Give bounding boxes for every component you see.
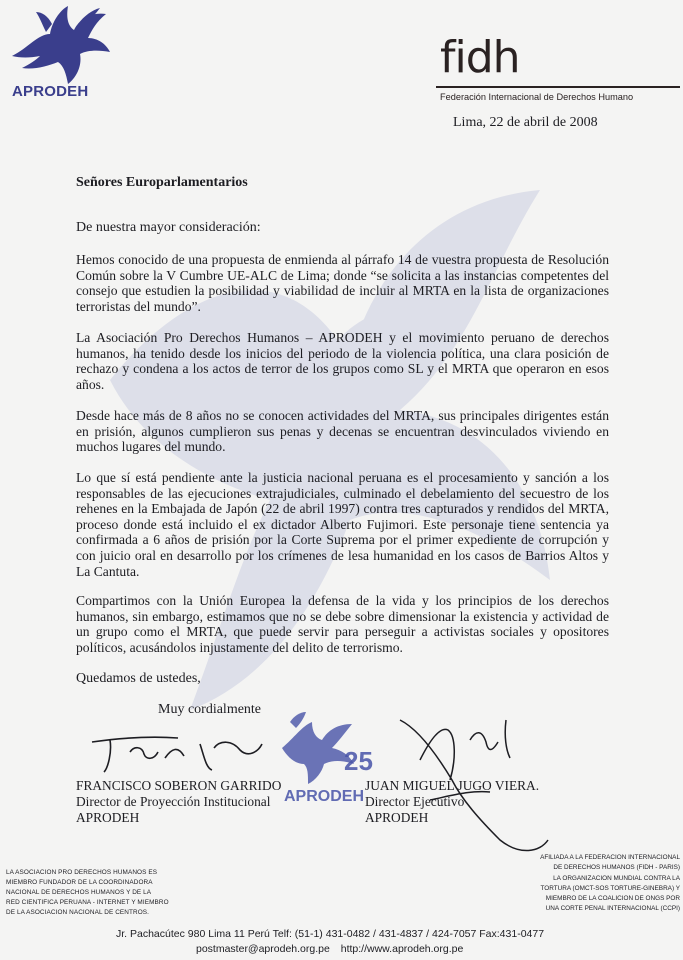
letter-greeting: De nuestra mayor consideración: bbox=[76, 220, 261, 235]
letter-closing: Quedamos de ustedes, bbox=[76, 671, 201, 686]
footer-left-line: LA ASOCIACION PRO DERECHOS HUMANOS ES bbox=[6, 869, 158, 876]
footer-left-line: RED CIENTIFICA PERUANA - INTERNET Y MIEMBRO bbox=[6, 899, 169, 906]
signatory-left bbox=[76, 778, 281, 826]
fidh-logo bbox=[436, 34, 680, 102]
signatory-right-org: APRODEH bbox=[365, 810, 429, 825]
signatory-right-title: Director Ejecutivo bbox=[365, 794, 465, 809]
aprodeh-logo-text: APRODEH bbox=[12, 83, 89, 100]
footer-right-line: LA ORGANIZACION MUNDIAL CONTRA LA bbox=[553, 874, 680, 882]
footer-address: Jr. Pachacútec 980 Lima 11 Perú Telf: (51-1) 431-0482 / 431-4837 / 424-7057 Fax:431-0477 bbox=[116, 928, 545, 940]
footer-affiliation-note bbox=[488, 853, 680, 915]
footer-right-line: DE DERECHOS HUMANOS (FIDH - PARIS) bbox=[553, 864, 680, 872]
footer-membership-note bbox=[6, 868, 206, 918]
letter-date: Lima, 22 de abril de 2008 bbox=[453, 115, 598, 130]
paragraph-4: Lo que sí está pendiente ante la justicia nacional peruana es el procesamiento y sanción a los responsables de las ejecuciones extrajudiciales, culminado el debelamiento del secuestro de los rehenes en la Embajada de Japón (22 de abril 1997) contra tres capturados y rendidos del MRTA, proceso donde está incluido el ex dictador Alberto Fujimori. Este personaje tiene sentencia ya confirmada a 6 años de prisión por la Corte Suprema por el primer expediente de corrupción y con juicio oral en desarrollo por los crímenes de lesa humanidad en los casos de Barrios Altos y La Cantuta. bbox=[76, 470, 609, 579]
paragraph-2: La Asociación Pro Derechos Humanos – APRODEH y el movimiento peruano de derechos humanos, ha tenido desde los inicios del periodo de la violencia política, una clara posición de rechazo y condena a los actos de terror de los grupos como SL y el MRTA que operaron en esos años. bbox=[76, 330, 609, 392]
signatory-right-name: JUAN MIGUEL JUGO VIERA. bbox=[365, 778, 540, 793]
fidh-subtitle: Federación Internacional de Derechos Humano bbox=[440, 92, 634, 102]
signatory-left-org: APRODEH bbox=[76, 810, 140, 825]
footer-contact bbox=[196, 943, 463, 955]
footer-right-line: MIEMBRO DE LA COALICION DE ONGS POR bbox=[545, 895, 680, 903]
stamp-number: 25 bbox=[344, 746, 373, 776]
paragraph-1: Hemos conocido de una propuesta de enmienda al párrafo 14 de vuestra propuesta de Resolución Común sobre la V Cumbre UE-ALC de Lima; donde “se solicita a las instancias competentes del consejo que estudien la posibilidad y viabilidad de incluir al MRTA en la lista de organizaciones terroristas del mundo”. bbox=[76, 252, 609, 314]
paragraph-3: Desde hace más de 8 años no se conocen actividades del MRTA, sus principales dirigentes están en prisión, algunos cumplieron sus penas y decenas se encuentran desvinculados viviendo en muchos lugares del mundo. bbox=[76, 408, 609, 455]
aprodeh-logo bbox=[8, 4, 120, 104]
letter-salutation: Señores Europarlamentarios bbox=[76, 175, 248, 190]
paragraph-5: Compartimos con la Unión Europea la defensa de la vida y los principios de los derechos humanos, sin embargo, estimamos que no se debe sobre dimensionar la existencia y actividad de un grupo como el MRTA, que puede servir para perseguir a activistas sociales y opositores políticos, acusándolos injustamente del delito de terrorismo. bbox=[76, 593, 609, 655]
footer-right-line: AFILIADA A LA FEDERACION INTERNACIONAL bbox=[540, 854, 680, 861]
footer-left-line: MIEMBRO FUNDADOR DE LA COORDINADORA bbox=[6, 879, 153, 886]
footer-left-line: DE LA ASOCIACION NACIONAL DE CENTROS. bbox=[6, 909, 150, 916]
footer-right-line: UNA CORTE PENAL INTERNACIONAL (CCPI) bbox=[545, 905, 680, 913]
footer-right-line: TORTURA (OMCT-SOS TORTURE-GINEBRA) Y bbox=[540, 884, 680, 892]
stamp-text: APRODEH bbox=[284, 788, 365, 805]
letter-regards: Muy cordialmente bbox=[158, 702, 262, 717]
footer-left-line: NACIONAL DE DERECHOS HUMANOS Y DE LA bbox=[6, 889, 152, 896]
aprodeh-dove-icon bbox=[8, 4, 112, 86]
signatory-left-name: FRANCISCO SOBERON GARRIDO bbox=[76, 778, 282, 793]
signatory-right bbox=[365, 778, 539, 826]
signatory-left-title: Director de Proyección Institucional bbox=[76, 794, 271, 809]
footer-website-link[interactable]: http://www.aprodeh.org.pe bbox=[340, 943, 464, 955]
footer-email-link[interactable]: postmaster@aprodeh.org.pe bbox=[196, 943, 330, 955]
fidh-logo-text: fidh bbox=[440, 32, 520, 83]
fidh-logo-rule bbox=[436, 86, 680, 88]
